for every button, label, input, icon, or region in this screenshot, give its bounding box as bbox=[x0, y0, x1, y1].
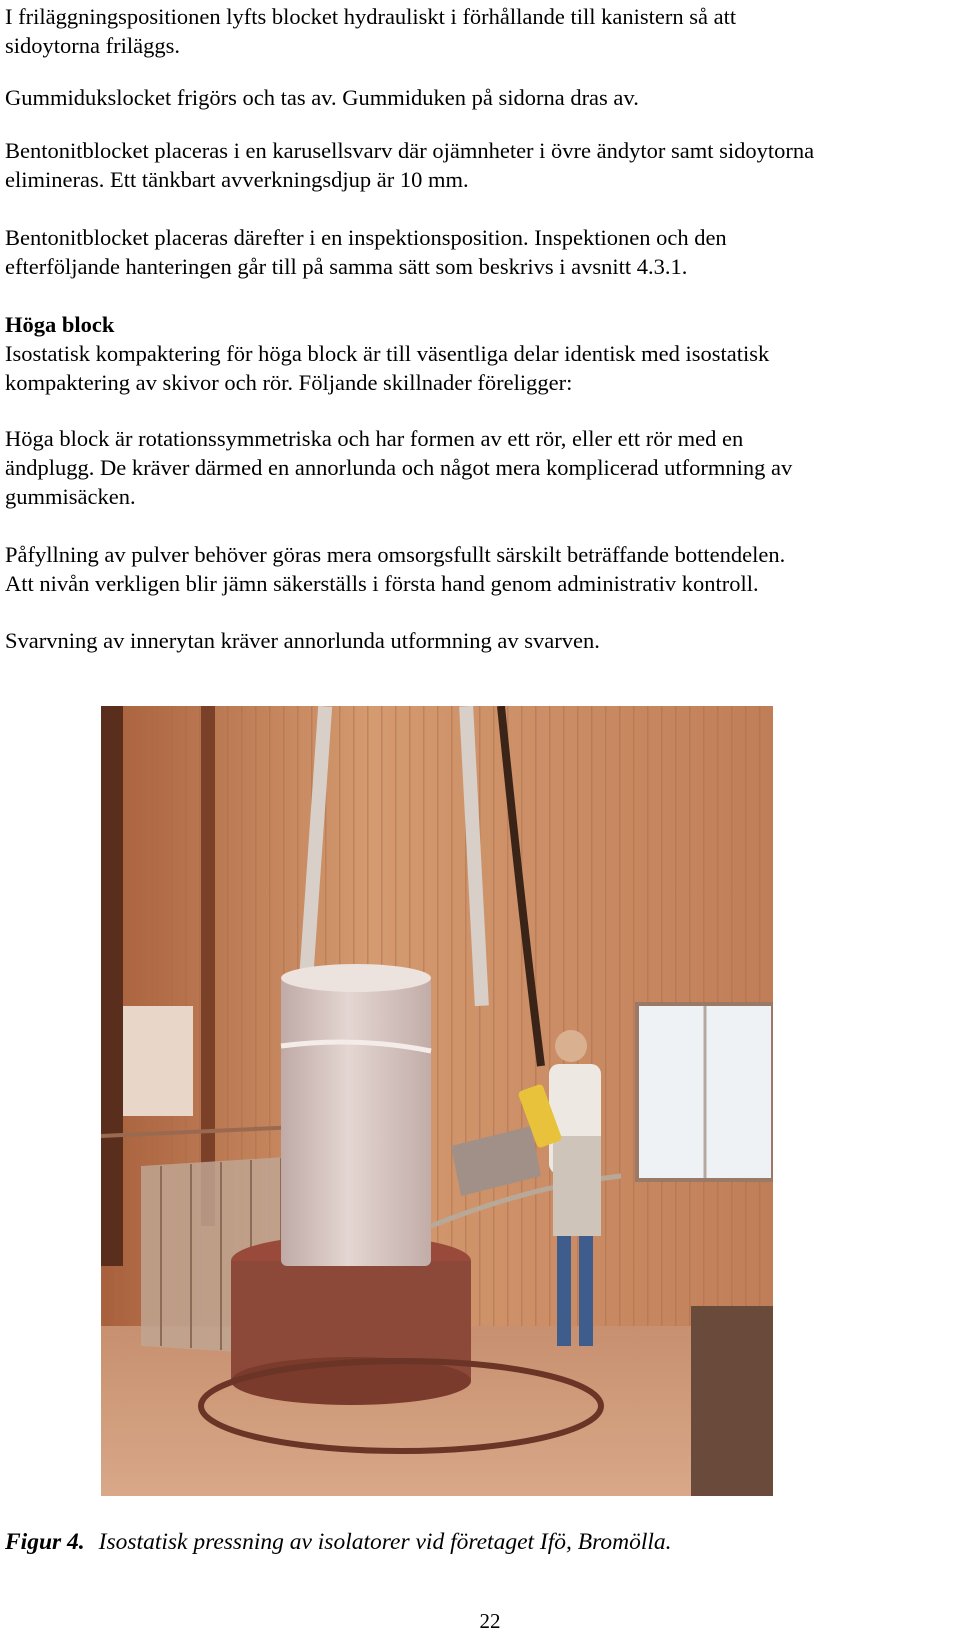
text-line: sidoytorna friläggs. bbox=[5, 33, 180, 58]
text-line: gummisäcken. bbox=[5, 484, 136, 509]
page-number: 22 bbox=[479, 1609, 501, 1633]
text-line: Att nivån verkligen blir jämn säkerställs i första hand genom administrativ kontroll. bbox=[5, 571, 759, 596]
factory-photo bbox=[101, 706, 773, 1496]
paragraph-rubber-lid bbox=[5, 83, 960, 112]
text-line: Påfyllning av pulver behöver göras mera omsorgsfullt särskilt beträffande bottendelen. bbox=[5, 542, 786, 567]
text-line: kompaktering av skivor och rör. Följande skillnader föreligger: bbox=[5, 370, 573, 395]
text-line: efterföljande hanteringen går till på samma sätt som beskrivs i avsnitt 4.3.1. bbox=[5, 254, 688, 279]
text-line: Gummidukslocket frigörs och tas av. Gummiduken på sidorna dras av. bbox=[5, 85, 639, 110]
paragraph-exposure bbox=[5, 2, 960, 60]
text-line: I friläggningspositionen lyfts blocket hydrauliskt i förhållande till kanistern så att bbox=[5, 4, 737, 29]
paragraph-inner-surface bbox=[5, 626, 960, 655]
text-line: Bentonitblocket placeras i en karusellsvarv där ojämnheter i övre ändytor samt sidoytorna bbox=[5, 138, 815, 163]
figure-caption-text: Isostatisk pressning av isolatorer vid företaget Ifö, Bromölla. bbox=[98, 1529, 672, 1555]
section-heading: Höga block bbox=[5, 312, 115, 337]
figure-label: Figur 4. bbox=[5, 1529, 85, 1555]
paragraph-powder-filling bbox=[5, 540, 960, 598]
text-line: Svarvning av innerytan kräver annorlunda utformning av svarven. bbox=[5, 628, 600, 653]
figure-caption bbox=[5, 1527, 955, 1557]
text-line: Höga block är rotationssymmetriska och har formen av ett rör, eller ett rör med en bbox=[5, 426, 744, 451]
text-line: elimineras. Ett tänkbart avverkningsdjup är 10 mm. bbox=[5, 167, 469, 192]
paragraph-rotation-symmetric bbox=[5, 424, 960, 511]
isostatic-press-illustration bbox=[101, 706, 773, 1496]
text-line: ändplugg. De kräver därmed en annorlunda och något mera komplicerad utformning av bbox=[5, 455, 793, 480]
section-hoga-block bbox=[5, 310, 960, 397]
text-line: Bentonitblocket placeras därefter i en inspektionsposition. Inspektionen och den bbox=[5, 225, 727, 250]
text-line: Isostatisk kompaktering för höga block är till väsentliga delar identisk med isostatisk bbox=[5, 341, 770, 366]
paragraph-inspection bbox=[5, 223, 960, 281]
paragraph-lathe bbox=[5, 136, 960, 194]
